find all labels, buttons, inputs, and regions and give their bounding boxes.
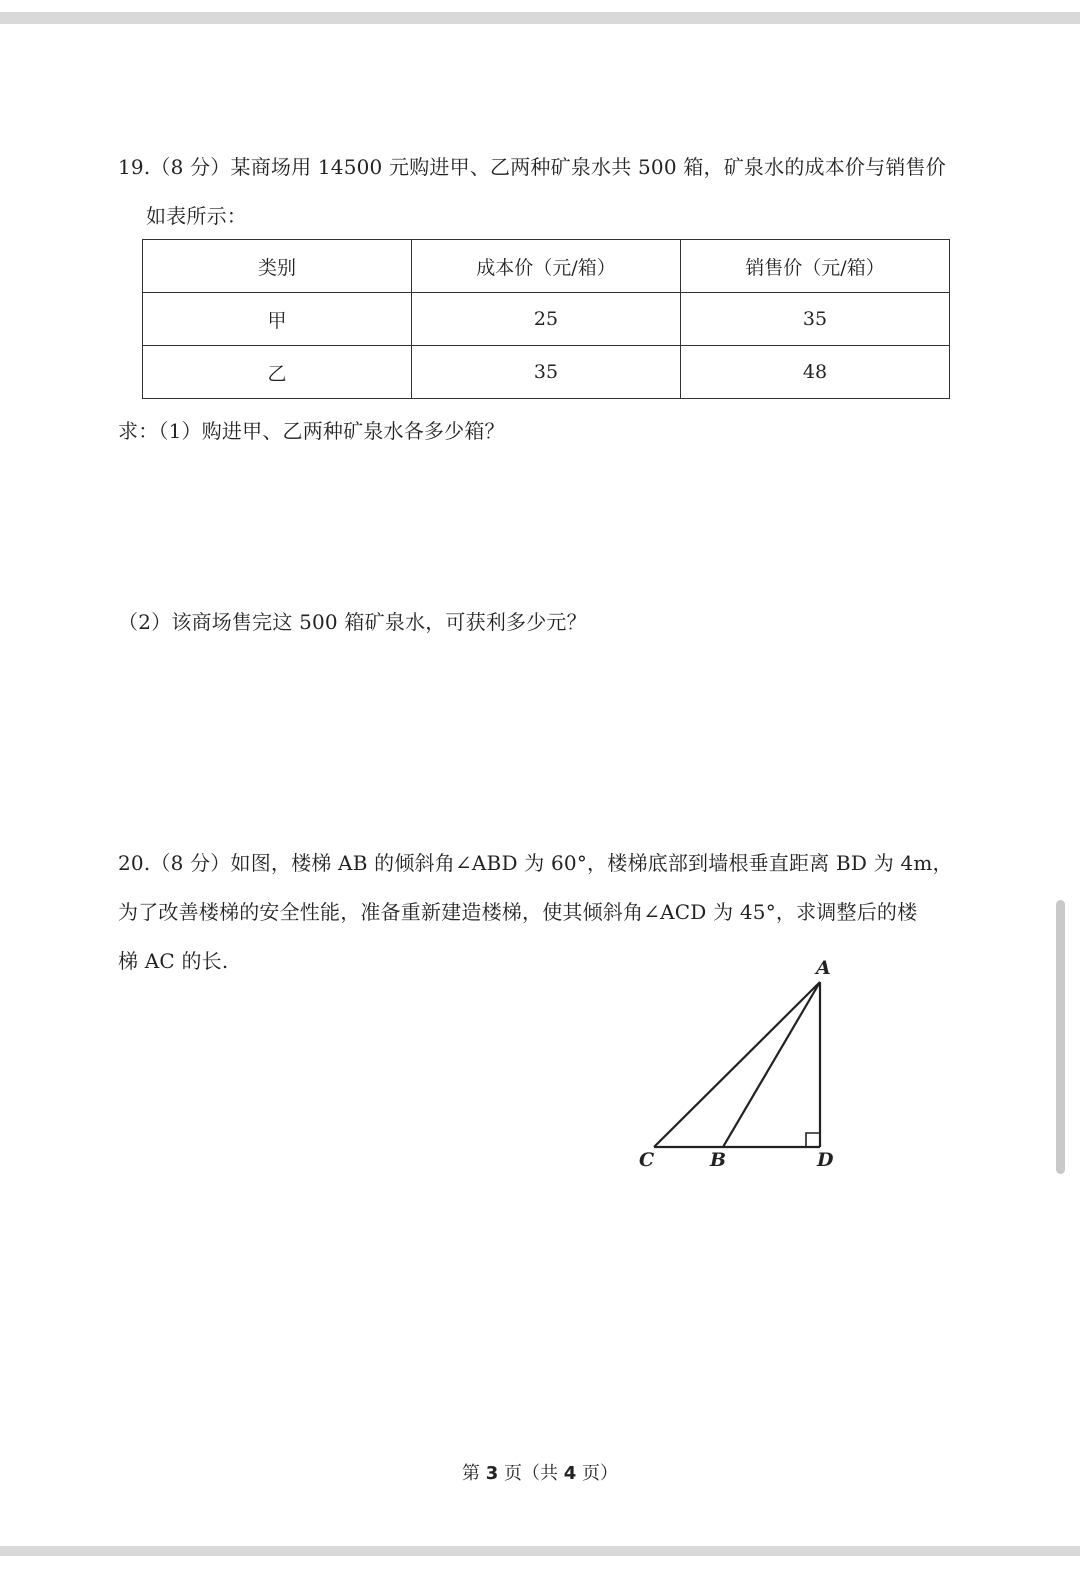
table-row [143,346,950,399]
footer-page-number: 3 [485,1463,499,1484]
footer-middle: 页（共 [498,1463,564,1484]
footer-total-pages: 4 [563,1463,577,1484]
table-header-cell: 销售价（元/箱） [681,240,950,293]
label-a: A [816,957,831,979]
right-angle-mark [806,1133,820,1147]
page-footer [0,1462,1080,1486]
q19-stem-line1: 19.（8 分）某商场用 14500 元购进甲、乙两种矿泉水共 500 箱，矿泉水的成本价与销售价 [118,155,946,179]
footer-prefix: 第 [462,1463,486,1484]
label-c: C [639,1149,655,1171]
q20-line1: 20.（8 分）如图，楼梯 AB 的倾斜角∠ABD 为 60°，楼梯底部到墙根垂直距离 BD 为 4m， [118,851,953,875]
q20-line2: 为了改善楼梯的安全性能，准备重新建造楼梯，使其倾斜角∠ACD 为 45°，求调整后的楼 [118,900,918,924]
price-table [142,239,950,399]
table-header-cell: 成本价（元/箱） [412,240,681,293]
stair-triangle-figure [630,950,860,1180]
q19-stem-line2: 如表所示： [146,204,247,228]
top-divider-bar [0,12,1080,24]
table-row [143,293,950,346]
table-cell: 35 [681,293,950,346]
q19-part1: 求：（1）购进甲、乙两种矿泉水各多少箱？ [118,419,505,443]
table-cell: 48 [681,346,950,399]
bottom-divider-bar [0,1546,1080,1556]
table-cell: 35 [412,346,681,399]
q19-part2: （2）该商场售完这 500 箱矿泉水，可获利多少元？ [118,610,587,634]
label-b: B [710,1149,727,1171]
table-header-cell: 类别 [143,240,412,293]
table-header-row [143,240,950,293]
table-cell: 甲 [143,293,412,346]
table-cell: 乙 [143,346,412,399]
table-cell: 25 [412,293,681,346]
footer-suffix: 页） [576,1463,618,1484]
vertical-scrollbar[interactable] [1056,900,1065,1174]
q20-line3: 梯 AC 的长. [118,949,229,973]
label-d: D [817,1149,834,1171]
